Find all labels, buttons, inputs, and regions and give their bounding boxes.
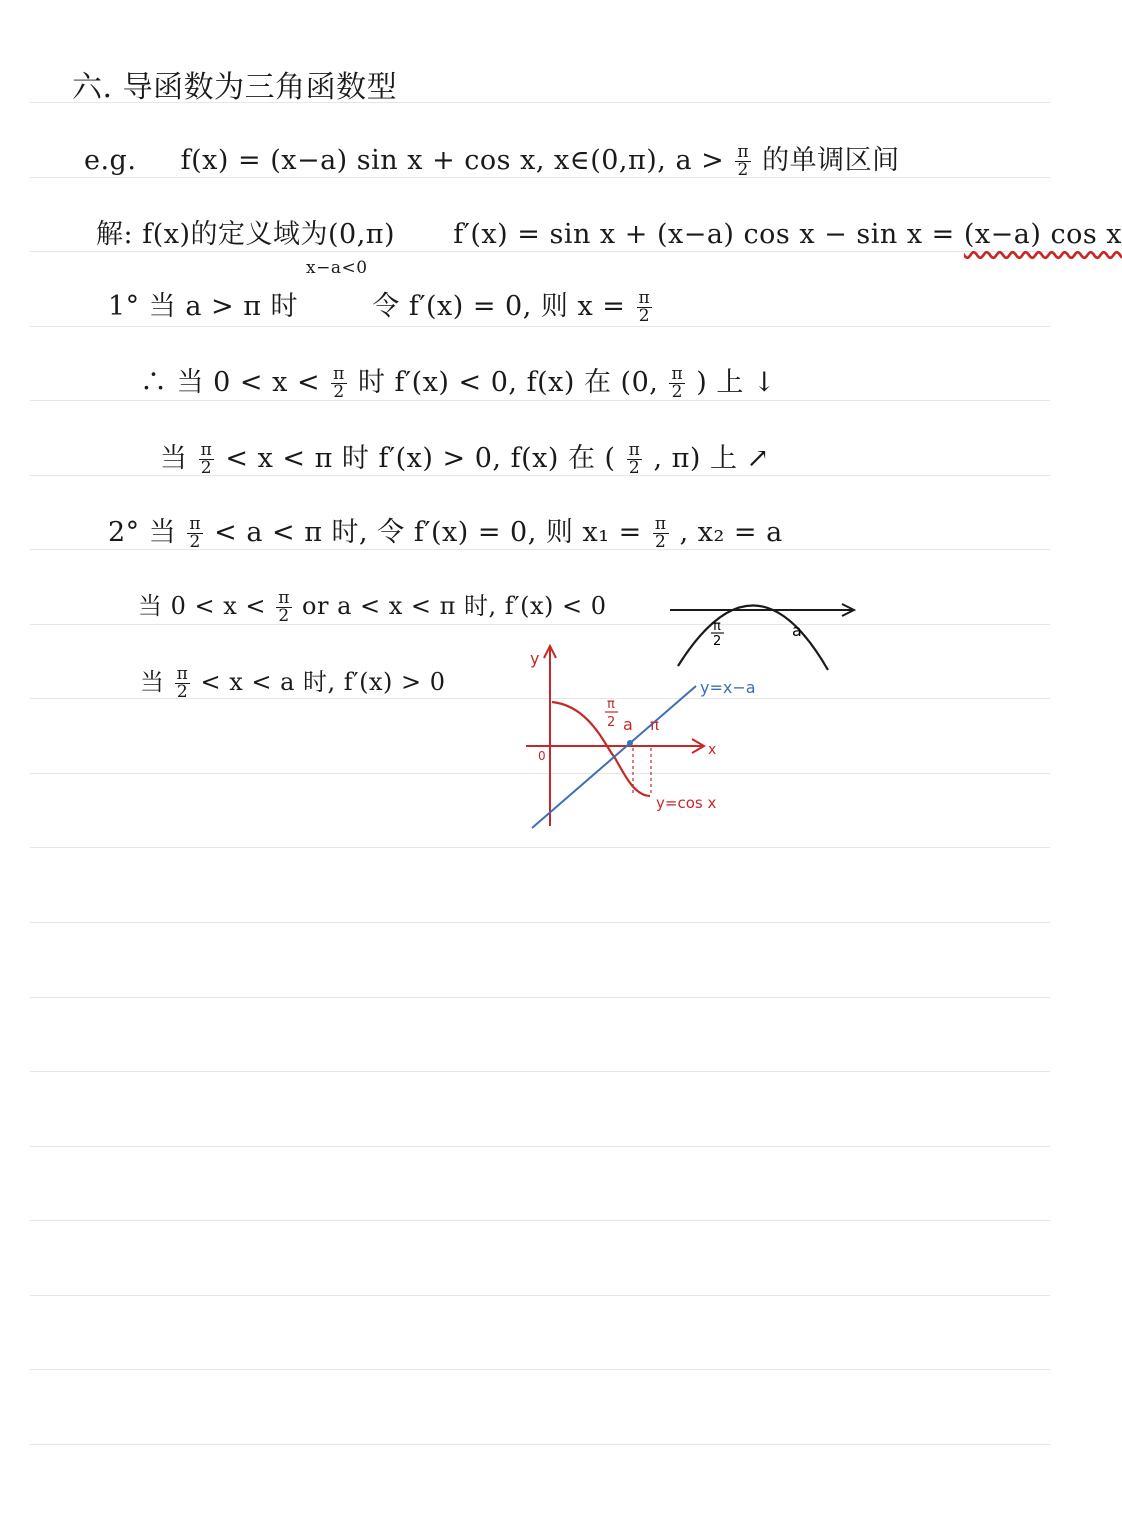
case2-decreasing [138,586,607,625]
case1-derivative-positive: < x < π 时 f′(x) > 0, [225,443,502,474]
fraction-pi-over-2: $\frac{\pi}{2}$ [176,664,189,702]
case1-derivative-negative: 时 f′(x) < 0, [357,367,518,398]
case2-increasing [140,662,446,701]
graph-label-pi: π [607,697,615,712]
case2-set-zero: 令 f′(x) = 0, 则 x₁ = [377,517,642,548]
case1-condition: 1° 当 a > π 时 [108,291,299,322]
graph-label-pi-end: π [650,716,660,734]
line-equation-label: y=x−a [700,678,756,697]
case2-when-2: 当 [140,668,165,696]
case1-decreasing [140,360,776,401]
origin-label: 0 [538,749,546,763]
example-line [84,138,900,179]
fraction-pi-over-2: $\frac{\pi}{2}$ [671,364,684,402]
intersection-point [627,740,633,746]
derivative-result: (x−a) cos x [963,219,1122,250]
sketch-label-2: 2 [713,634,722,649]
y-axis-label: y [530,649,540,668]
annotation-x-minus-a: x−a<0 [306,258,368,278]
case2-when: 2° 当 [108,517,177,548]
fraction-pi-over-2: $\frac{\pi}{2}$ [628,440,641,478]
fraction-pi-over-2: $\frac{\pi}{2}$ [638,288,651,326]
cos-curve [552,702,650,796]
case2-condition: < a < π 时, [214,517,369,548]
case1-decreasing-end: ) 上 ↓ [696,367,777,398]
fraction-pi-over-2: $\frac{\pi}{2}$ [654,514,667,552]
task-text: 的单调区间 [762,145,900,176]
sketch-label-pi: π [713,619,721,634]
case1-interval-decreasing: ∴ 当 0 < x < [140,367,321,398]
case1-f-on: f(x) 在 (0, [526,367,659,398]
case1-f-on-2: f(x) 在 ( [510,443,616,474]
fraction-pi-over-2: $\frac{\pi}{2}$ [737,142,750,180]
graph-label-2: 2 [607,715,616,730]
solution-line [96,212,1122,251]
domain-text: f(x)的定义域为(0,π) [142,219,396,250]
case2-head [108,510,783,551]
function-definition: f(x) = (x−a) sin x + cos x, [180,145,545,176]
fraction-pi-over-2: $\frac{\pi}{2}$ [189,514,202,552]
derivative-text: f′(x) = sin x + (x−a) cos x − sin x = [453,219,955,250]
fraction-pi-over-2: $\frac{\pi}{2}$ [278,588,290,626]
a-condition: a > [675,145,725,176]
sketch-label-a: a [792,621,802,640]
domain-condition: x∈(0,π), [554,145,667,176]
case2-x2: , x₂ = a [679,517,783,548]
case2-interval-b: or a < x < π 时, f′(x) < 0 [302,592,607,620]
case1-then: 则 x = [540,291,626,322]
page-title: 六. 导函数为三角函数型 [72,70,398,105]
solution-label: 解: [96,219,134,250]
x-axis-label: x [708,742,717,758]
case2-interval-c: < x < a 时, f′(x) > 0 [200,668,446,696]
case1-when: 当 [160,443,188,474]
fraction-pi-over-2: $\frac{\pi}{2}$ [200,440,213,478]
case1-increasing [160,436,770,477]
case1-increasing-end: , π) 上 ↗ [653,443,770,474]
graph-label-a: a [623,715,633,734]
fraction-pi-over-2: $\frac{\pi}{2}$ [333,364,345,402]
example-label: e.g. [84,145,137,176]
cos-equation-label: y=cos x [656,794,717,812]
case2-interval-a: 当 0 < x < [138,592,267,620]
case1-head [108,284,654,325]
case1-set-zero: 令 f′(x) = 0, [372,291,532,322]
cos-line-graph [510,636,780,836]
